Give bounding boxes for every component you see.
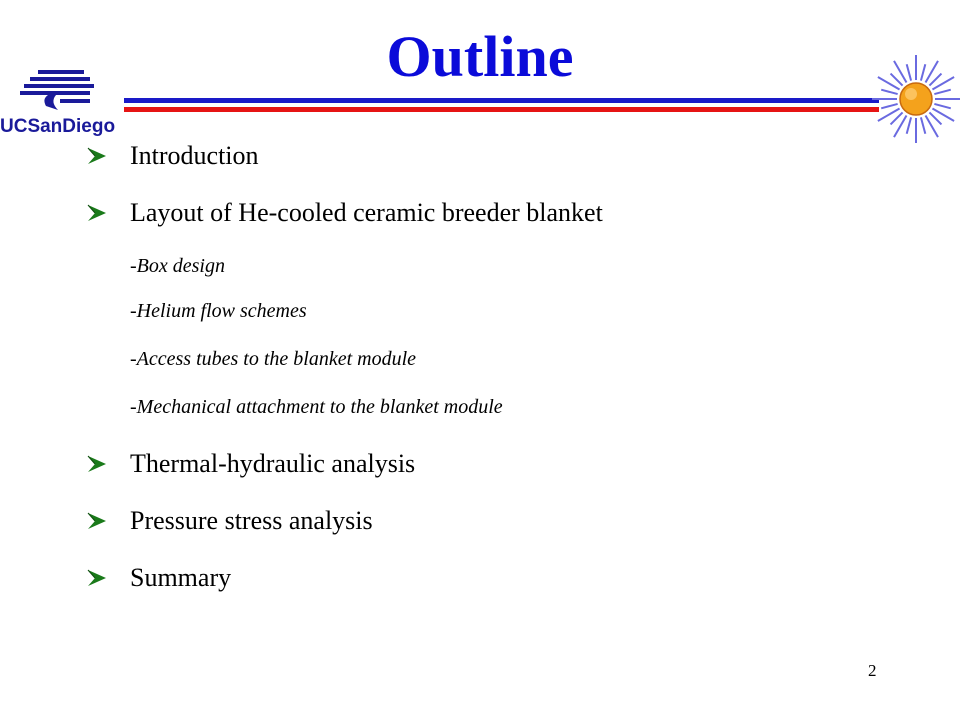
title-rule-red <box>124 107 879 112</box>
arrow-check-bullet-icon <box>86 200 110 232</box>
bullet-label: Pressure stress analysis <box>130 506 373 535</box>
slide-title: Outline <box>386 24 574 89</box>
arrow-check-bullet-icon <box>86 143 110 175</box>
arrow-check-bullet-icon <box>86 565 110 597</box>
sub-item-box-design: -Box design <box>130 255 225 277</box>
sun-ray <box>921 117 925 133</box>
bullet-label: Summary <box>130 563 232 592</box>
arrow-check-bullet-icon <box>86 508 110 540</box>
logo-mark-icon <box>0 66 126 138</box>
sun-ray <box>891 74 903 86</box>
sun-ray <box>934 90 950 94</box>
logo-text: UCSanDiego <box>0 116 116 137</box>
sun-ray <box>907 64 911 80</box>
title-rule-blue <box>124 98 879 103</box>
page-number: 2 <box>868 661 877 680</box>
bullet-label: Thermal-hydraulic analysis <box>130 449 416 478</box>
sun-ray <box>891 112 903 124</box>
sub-item-helium-flow: -Helium flow schemes <box>130 300 307 322</box>
sun-ray <box>881 90 897 94</box>
sun-ray <box>907 117 911 133</box>
sun-icon <box>866 52 960 151</box>
bullet-label: Introduction <box>130 141 259 170</box>
bullet-label: Layout of He-cooled ceramic breeder blanket <box>130 198 603 227</box>
sun-ray <box>921 64 925 80</box>
uc-san-diego-logo <box>0 66 126 143</box>
sun-ray <box>929 112 941 124</box>
arrow-check-bullet-icon <box>86 451 110 483</box>
sun-ray <box>929 74 941 86</box>
sun-ray <box>881 104 897 108</box>
sub-item-access-tubes: -Access tubes to the blanket module <box>130 348 417 370</box>
sub-item-mechanical-attachment: -Mechanical attachment to the blanket module <box>130 396 503 418</box>
sun-ray <box>934 104 950 108</box>
